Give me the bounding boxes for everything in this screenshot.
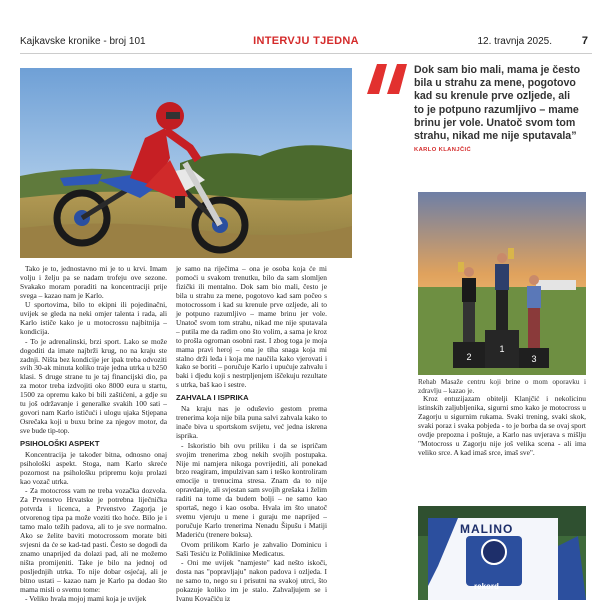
paragraph: Kroz entuzijazam obitelji Klanjčić i nekolicinu istinskih zaljubljenika, sigurni smo kako je motocross u Zagorju u sigurnim rukama. Svaki trening, svaki skok, svaki poraz i svaka pobjeda - to je borba da se ovaj sport ovdje prepozna i poštuje, a Karlo nas uvjerava s mišlju "Motocross u Zagorju nije još velika scena - ali ima veliko srce. A kad imaš srce, imaš sve". bbox=[418, 394, 586, 457]
paragraph: - Oni me uvijek "namjeste" kad nešto iskoči, dosta nas "popravljaju" nakon padova i ozljeda. I ne samo to, nego su i prisutni na svakoj utrci, što pokazuje koliko im je stalo. Zahvaljujem se i Ivanu Kovačiću iz bbox=[176, 558, 327, 603]
paragraph: U sportovima, bilo to ekipni ili pojedinačni, uvijek se gleda na neki omjer talenta i rada, ali Karlo ističe kako je u motocrossu najbitnija – kondicija. bbox=[20, 300, 167, 337]
paragraph: je samo na riječima – ona je osoba koja će mi pomoći u svakom trenutku, bilo da sam slomljen fizički ili mentalno. Dok sam bio mali, često je bila u strahu za mene, pogotovo kad sam počeo s motocrossom i kad su krenule prve ozljede, ali to je potpuno razumljivo – mame brinu jer vole. Unatoč svom tom strahu, nikad me nije sputavala – putila me da radim ono što volim, a sama je kroz to prošla ogroman osobni rast. I zbog toga je moja mama pravi heroj – ona je tiha snaga koja mi stalno drži leđa i koja me naučila kako vjerovati i kako se boriti – poručuje Karlo i upućuje zahvalu i baki i djedu koji s nestrpljenjem iščekuju rezultate s utrka, baš kao i sestre. bbox=[176, 264, 327, 390]
svg-text:3: 3 bbox=[531, 354, 537, 364]
svg-text:1: 1 bbox=[499, 344, 505, 354]
subheading-thanks-apology: ZAHVALA I ISPRIKA bbox=[176, 393, 249, 403]
pull-quote bbox=[367, 64, 582, 153]
photo-caption: Rehab Masaže centru koji brine o mom oporavku i zdravlju – kazao je. bbox=[418, 378, 586, 395]
subheading-psychological-aspect: PSIHOLOŠKI ASPEKT bbox=[20, 439, 100, 449]
paragraph: Na kraju nas je oduševio gestom prema trenerima koja nije bila puna salvi zahvala kako to inače biva u sportskom svijetu, već jedna iskrena isprika. bbox=[176, 404, 327, 441]
paragraph: - Veliko hvala mojoj mami koja je uvijek bbox=[25, 594, 147, 604]
podium-photo bbox=[418, 192, 586, 375]
quote-text: Dok sam bio mali, mama je često bila u strahu za mene, pogotovo kad su krenule prve ozljede, ali to je potpuno razumljivo – mame brinu jer vole. Unatoč svom tom strahu, nikad me nije sputavala” bbox=[414, 64, 581, 143]
issue-date: 12. travnja 2025. bbox=[477, 36, 552, 47]
article-column-3 bbox=[418, 395, 586, 458]
banner-brand: rekord bbox=[474, 582, 499, 591]
paragraph: Tako je to, jednostavno mi je to u krvi. Imam volju i želju pa se nadam trofeju ove sezone. Svakako moram poraditi na koncentraciji prije svega – kazao nam je Karlo. bbox=[20, 264, 167, 300]
quote-mark-icon bbox=[367, 62, 409, 96]
paragraph: Koncentracija je također bitna, odnosno onaj psihološki aspekt. Stoga, nam Karlo skreće pozornost na psihološku pripremu koju prolazi kao vozač utrka. bbox=[20, 450, 167, 486]
page-number: 7 bbox=[581, 35, 588, 47]
race-banner-photo bbox=[418, 506, 586, 600]
header-rule bbox=[20, 53, 592, 54]
paragraph: - Iskoristio bih ovu priliku i da se ispričam svojim trenerima zbog nekih svojih postupaka. Nije mi namjera nikoga povrijediti, ali ponekad brzo reagiram, impulzivan sam i teško kontroliram emocije u trenucima stresa. Znam da to nije opravdanje, ali svjestan sam svojih grešaka i želim raditi na tome da budem bolji – ne samo kao sportaš, nego i kao osoba. Hvala im što unatoč svemu vjeruju u mene i guraju me naprijed – poručuje Karlo trenerima Nenadu Šipušu i Matiji Maderiću (trenere boksa). bbox=[176, 440, 327, 540]
banner-text: MALINO bbox=[460, 522, 514, 536]
publication-name: Kajkavske kronike - broj 101 bbox=[20, 36, 146, 47]
article-column-2 bbox=[176, 265, 327, 604]
paragraph: - Za motocross vam ne treba vozačka dozvola. Za Prvenstvo Hrvatske je potrebna liječnička potvrda i licenca, a Prvenstvo Zagorja je otvorenog tipa pa može voziti tko hoće. Bilo je i tamo malo težih padova, ali to je sve normalno. Ako se želite baviti motocrossom morate biti svjesni da će se kad-tad pasti. Često se dogodi da znamo unaprijed da dolazi pad, ali ne možemo ništa promijeniti. Take je bilo na jednoj od posljednjih utrka. To nije dobar osjećaj, ali je bitno ustati – kazao nam je Karlo pa dodao što mama misli o svemu tome: bbox=[20, 486, 167, 594]
paragraph: - To je adrenalinski, brzi sport. Lako se može dogoditi da imate najbrži krug, no na kraju ste zadnji. Ništa bez kondicije jer ipak treba odvoziti svih 30-ak minuta koliko traje jedna utrka u b250 klasi. S druge strane tu je taj financijski dio, pa za motor treba izdvojiti oko 8000 eura u startu, 1500 za opremu kako bi bili zaštićeni, a gdje su tu još održavanje i generalke svakih 100 sati – govori nam Karlo ističući i ulogu ujaka Stjepana Osrečaka koji u buxu brine za njegov motor, da sve bude tip-top. bbox=[20, 336, 167, 436]
quote-author: KARLO KLANJČIĆ bbox=[414, 147, 472, 154]
svg-text:2: 2 bbox=[466, 352, 472, 362]
page-header bbox=[20, 34, 592, 52]
paragraph: Ovom prilikom Karlo je zahvalio Dominicu i Saši Tesiću iz Polikliniке Medicatus. bbox=[176, 539, 327, 558]
section-title: INTERVJU TJEDNA bbox=[253, 35, 359, 47]
article-column-1 bbox=[20, 265, 167, 605]
motocross-rider-photo bbox=[20, 68, 352, 258]
